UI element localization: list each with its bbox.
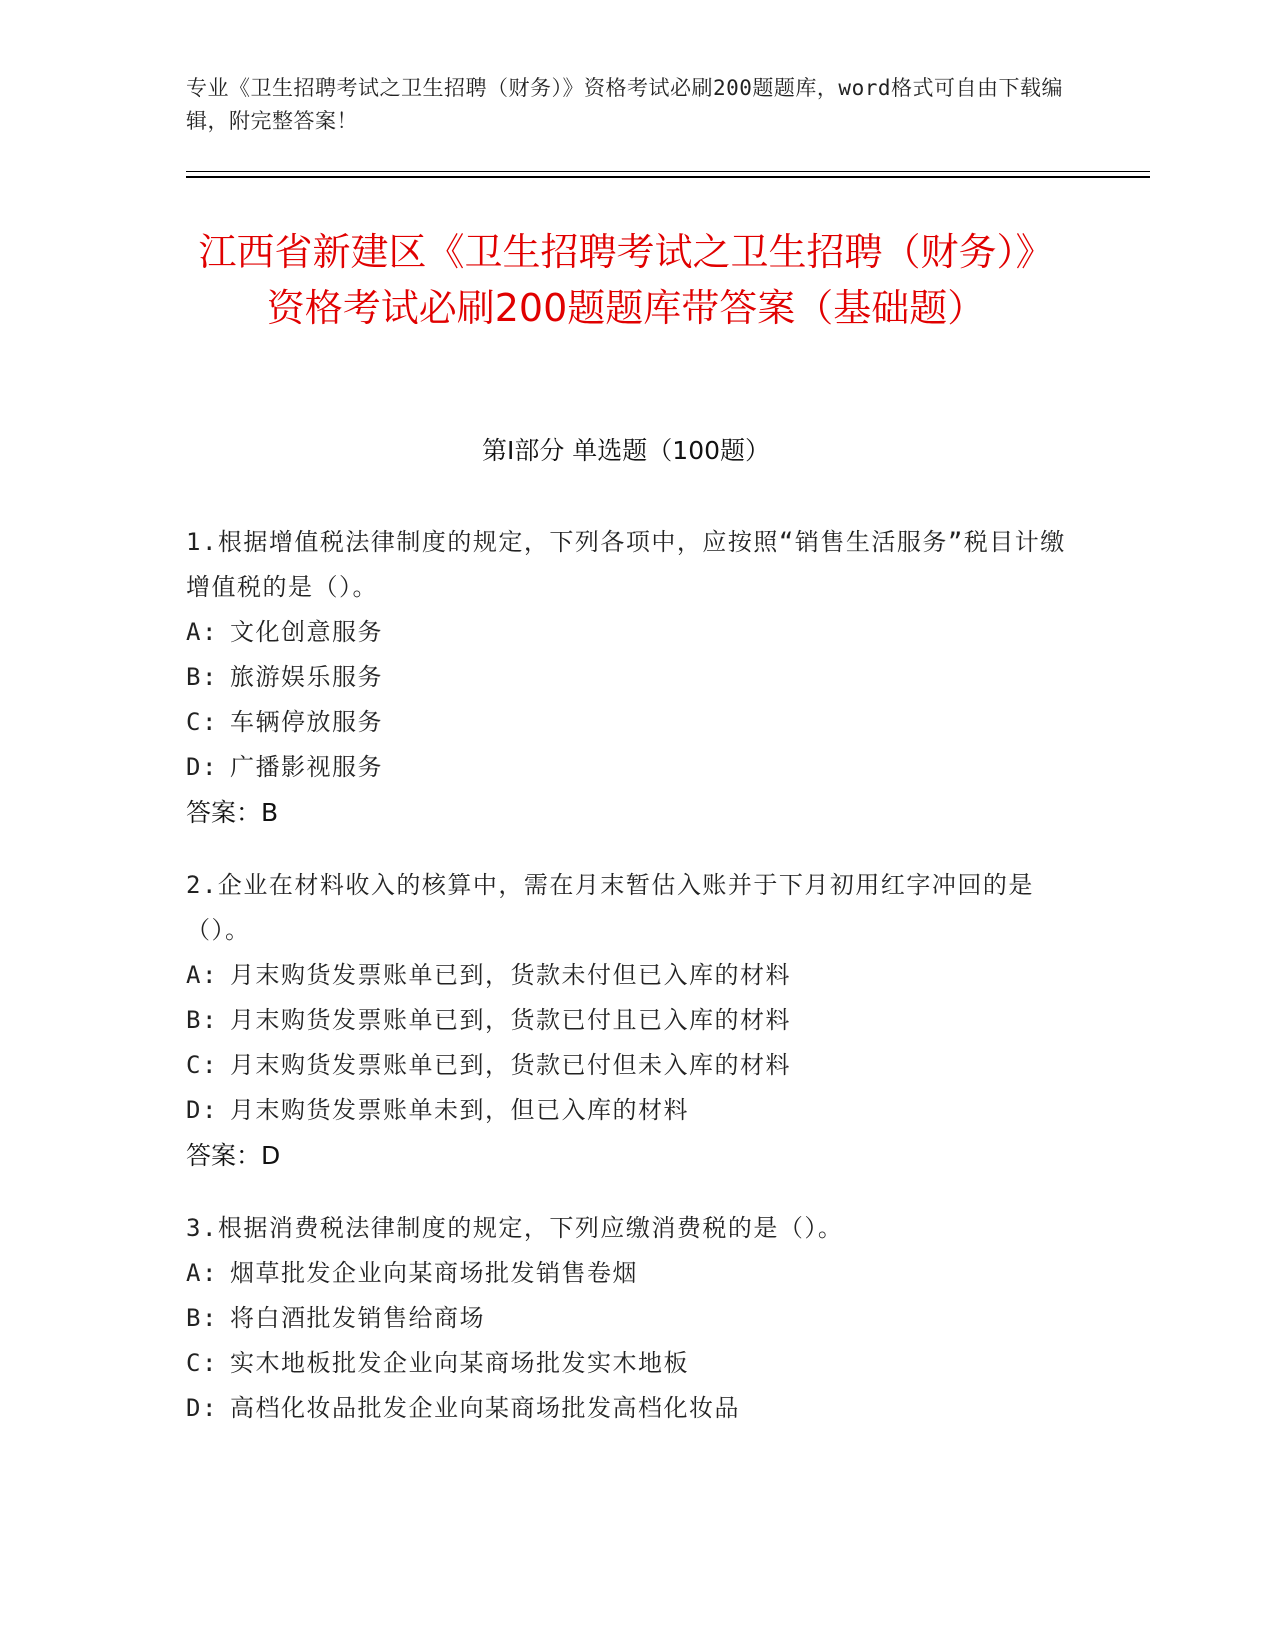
option-text: 月末购货发票账单未到，但已入库的材料 xyxy=(230,1096,689,1124)
header-rule-thick xyxy=(186,176,1150,178)
option-key: D: xyxy=(186,1394,218,1422)
option-key: B: xyxy=(186,1304,218,1332)
option-text: 将白酒批发销售给商场 xyxy=(230,1304,485,1332)
option-text: 烟草批发企业向某商场批发销售卷烟 xyxy=(230,1259,638,1287)
option-key: C: xyxy=(186,1051,218,1079)
option-text: 车辆停放服务 xyxy=(230,708,383,736)
option-text: 文化创意服务 xyxy=(230,618,383,646)
option-d xyxy=(186,745,1066,790)
option-b xyxy=(186,1296,1066,1341)
option-text: 广播影视服务 xyxy=(230,753,383,781)
question-list xyxy=(186,520,1066,1459)
header-rule-thin xyxy=(186,171,1150,172)
option-key: A: xyxy=(186,618,218,646)
question-3 xyxy=(186,1206,1066,1431)
option-b xyxy=(186,998,1066,1043)
option-text: 月末购货发票账单已到，货款已付且已入库的材料 xyxy=(230,1006,791,1034)
question-stem: 3.根据消费税法律制度的规定，下列应缴消费税的是（）。 xyxy=(186,1214,844,1242)
option-d xyxy=(186,1386,1066,1431)
option-text: 月末购货发票账单已到，货款已付但未入库的材料 xyxy=(230,1051,791,1079)
option-key: C: xyxy=(186,708,218,736)
option-a xyxy=(186,1251,1066,1296)
option-c xyxy=(186,700,1066,745)
option-c xyxy=(186,1043,1066,1088)
option-key: C: xyxy=(186,1349,218,1377)
option-key: B: xyxy=(186,663,218,691)
option-a xyxy=(186,610,1066,655)
option-key: A: xyxy=(186,1259,218,1287)
option-text: 实木地板批发企业向某商场批发实木地板 xyxy=(230,1349,689,1377)
option-b xyxy=(186,655,1066,700)
option-c xyxy=(186,1341,1066,1386)
option-key: B: xyxy=(186,1006,218,1034)
option-d xyxy=(186,1088,1066,1133)
answer-line: 答案：D xyxy=(186,1141,281,1170)
option-key: D: xyxy=(186,753,218,781)
option-text: 月末购货发票账单已到，货款未付但已入库的材料 xyxy=(230,961,791,989)
option-text: 旅游娱乐服务 xyxy=(230,663,383,691)
answer-line: 答案：B xyxy=(186,798,279,827)
question-stem: 1.根据增值税法律制度的规定，下列各项中，应按照“销售生活服务”税目计缴增值税的是（）。 xyxy=(186,528,1066,601)
document-title: 江西省新建区《卫生招聘考试之卫生招聘（财务）》资格考试必刷200题题库带答案（基础题） xyxy=(198,230,1054,330)
question-1 xyxy=(186,520,1066,835)
question-stem: 2.企业在材料收入的核算中，需在月末暂估入账并于下月初用红字冲回的是（）。 xyxy=(186,871,1034,944)
section-heading: 第I部分 单选题（100题） xyxy=(481,436,771,465)
question-2 xyxy=(186,863,1066,1178)
header-note: 专业《卫生招聘考试之卫生招聘（财务）》资格考试必刷200题题库，word格式可自由下载编辑，附完整答案！ xyxy=(186,76,1063,133)
option-text: 高档化妆品批发企业向某商场批发高档化妆品 xyxy=(230,1394,740,1422)
option-key: A: xyxy=(186,961,218,989)
option-key: D: xyxy=(186,1096,218,1124)
option-a xyxy=(186,953,1066,998)
